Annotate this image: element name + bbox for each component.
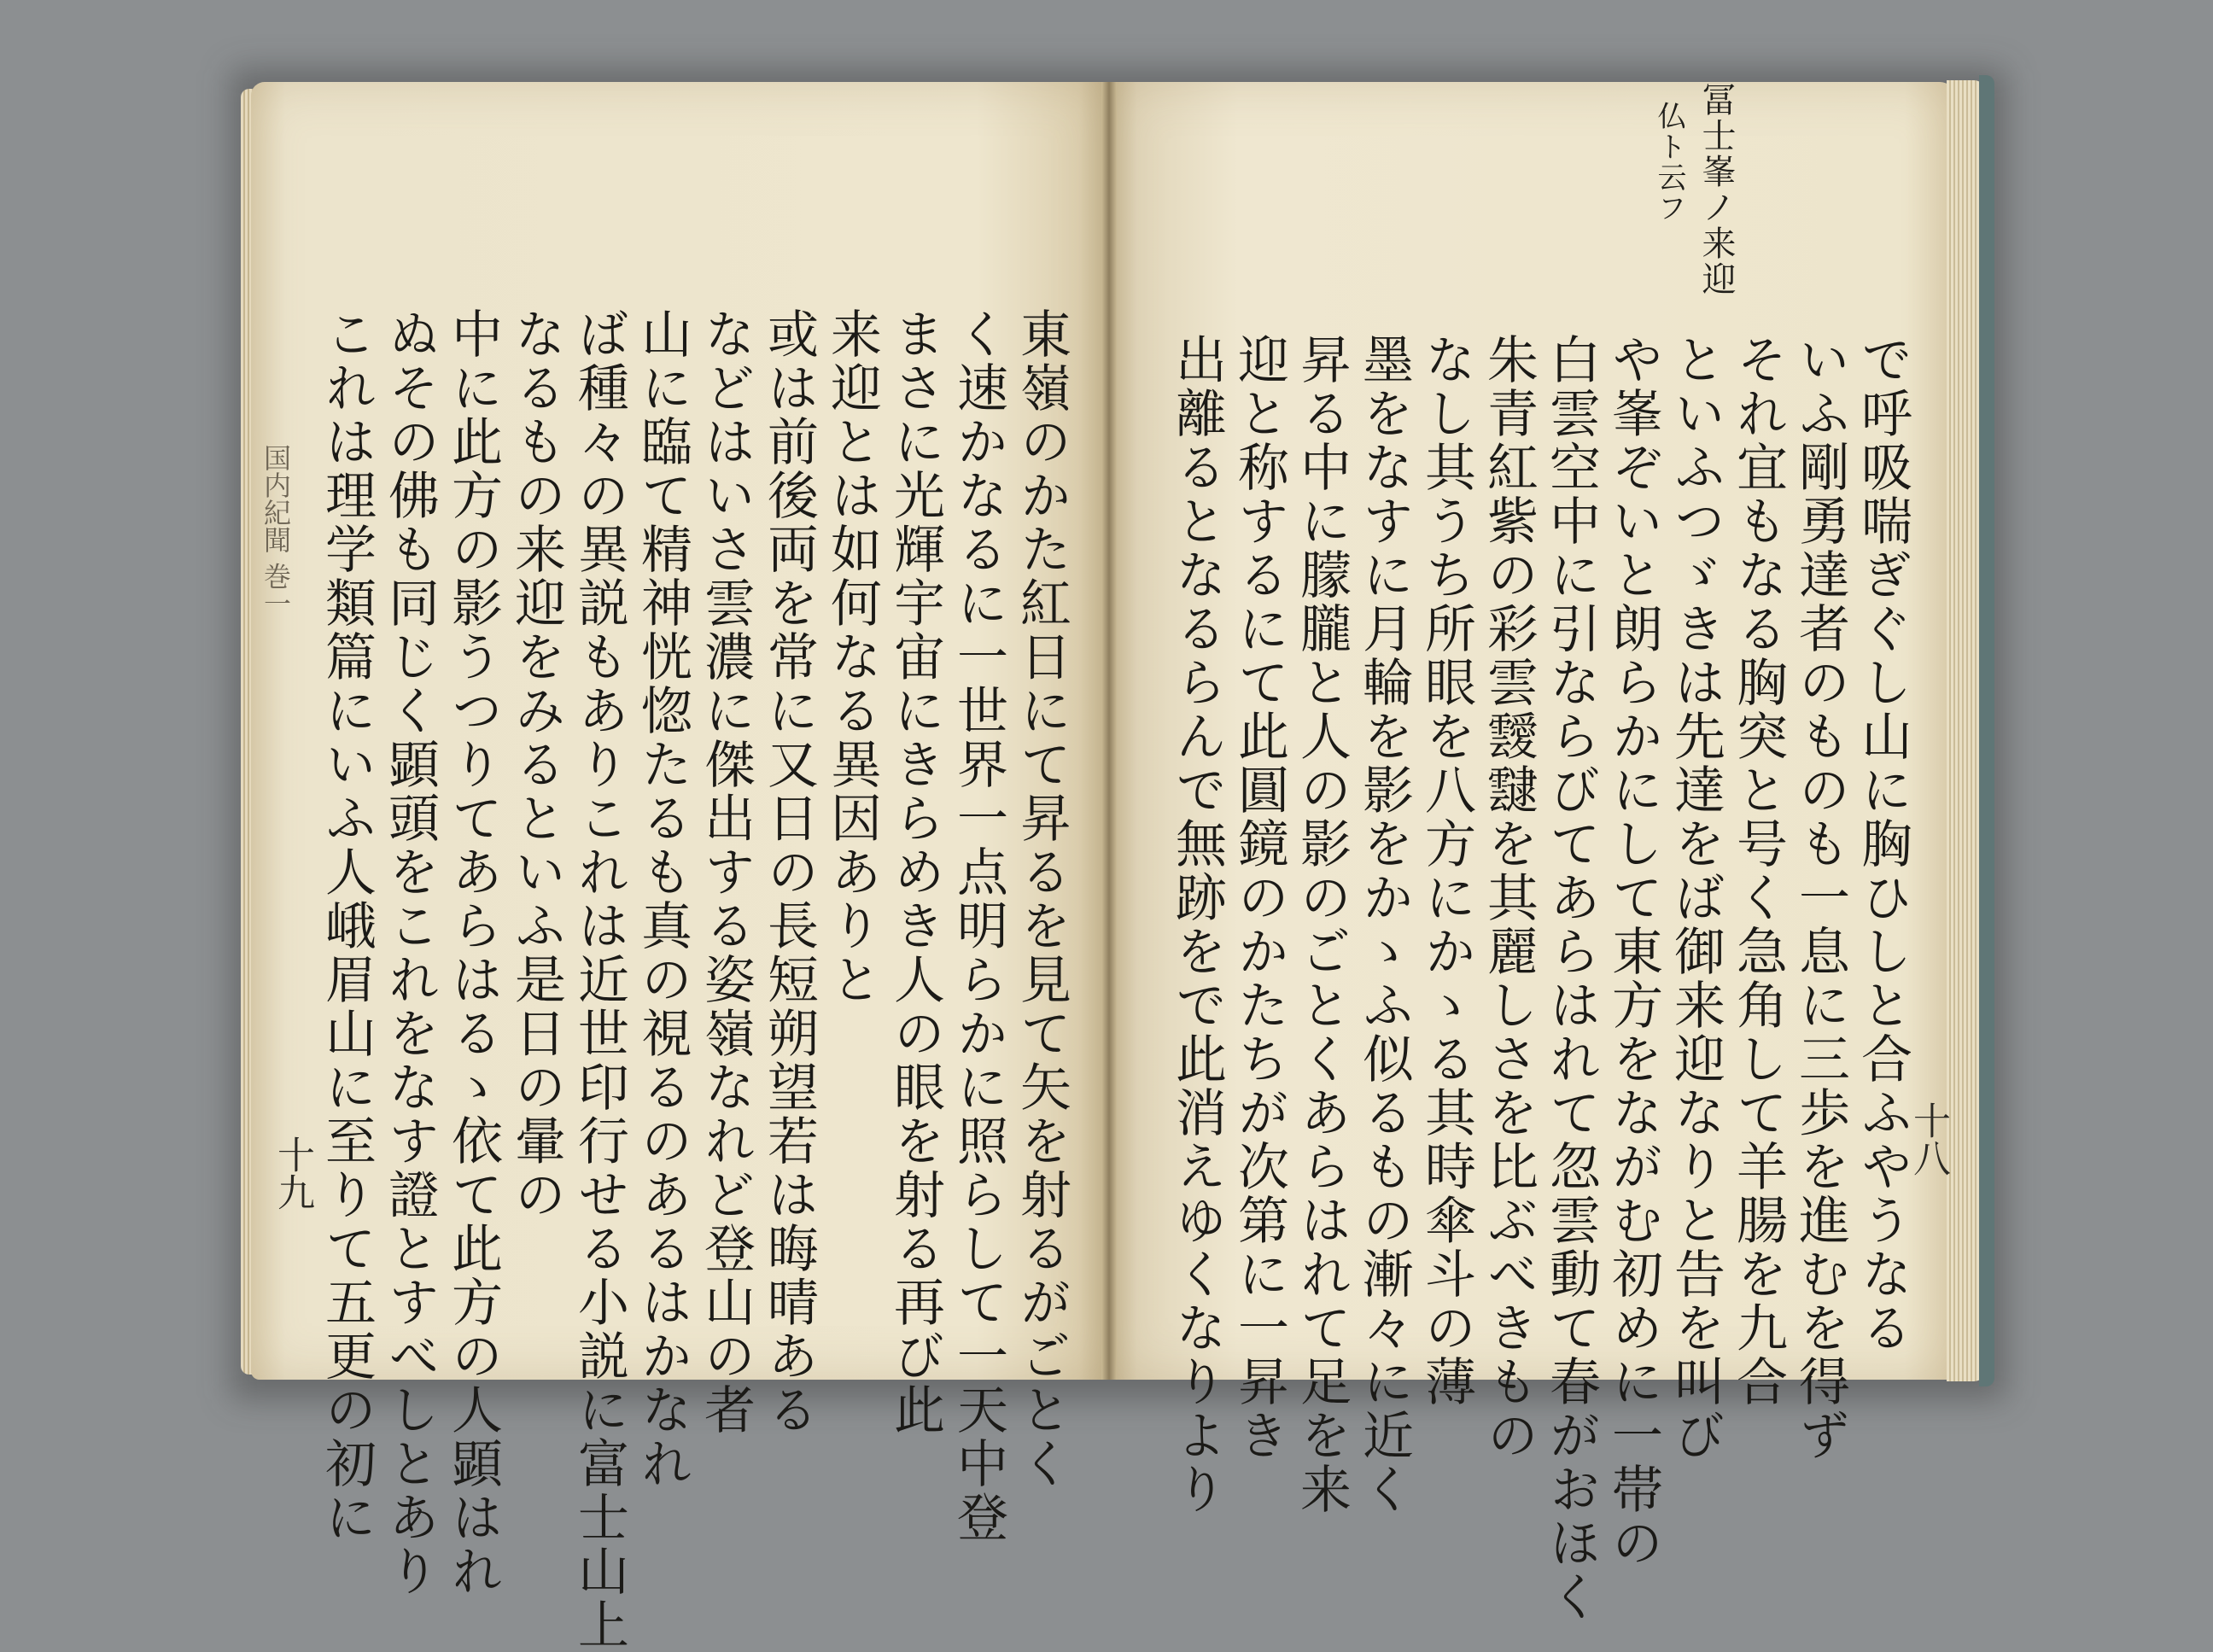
text-column: まさに光輝宇宙にきらめき人の眼を射る再び此: [885, 307, 945, 1437]
text-column: 出離るとなるらんで無跡をで此消えゆくなりより: [1167, 333, 1227, 1516]
header-note-title: 冨士峯ノ来迎: [1696, 82, 1736, 297]
text-column: 或は前後両を常に又日の長短朔望若は晦晴ある: [759, 307, 819, 1437]
header-note-sub: 仏ト云フ: [1652, 101, 1686, 224]
right-folio-number: 十八: [1906, 1101, 1950, 1176]
book-cover-edge: [1979, 75, 1994, 1386]
text-column: 山に臨て精神恍惚たるも真の視るのあるはかなれ: [633, 307, 692, 1491]
text-column: や峯ぞいと朗らかにして東方をながむ初めに一帯の: [1603, 333, 1663, 1570]
text-column: なるもの来迎をみるといふ是日の暈の: [506, 307, 566, 1222]
text-column: 白雲空中に引ならびてあらはれて忽雲動て春がおほく: [1541, 333, 1601, 1624]
left-folio-number: 十九: [271, 1135, 314, 1211]
text-column: 中に此方の影うつりてあらはるゝ依て此方の人顕はれ: [443, 307, 503, 1598]
text-column: といふつゞきは先達をば御来迎なりと告を叫び: [1666, 333, 1725, 1462]
text-column: 朱青紅紫の彩雲靉靆を其麗しさを比ぶべきもの: [1479, 333, 1539, 1462]
text-column: などはいさ雲濃に傑出する姿嶺なれど登山の者: [696, 307, 756, 1437]
text-column: 迎と称するにて此圓鏡のかたちが次第に一昇き: [1229, 333, 1289, 1462]
text-column: なし其うち所眼を八方にかゝる其時傘斗の薄: [1416, 333, 1476, 1409]
text-column: ぬその佛も同じく顕頭をこれをなす證とすべしとあり: [380, 307, 440, 1598]
left-folio-label: 国内紀聞 巻一: [260, 444, 292, 617]
text-column: ば種々の異説もありこれは近世印行せる小説に富士山上: [569, 307, 629, 1652]
text-column: 来迎とは如何なる異因ありと: [822, 307, 882, 1007]
text-column: 昇る中に朦朧と人の影のごとくあらはれて足を来: [1292, 333, 1352, 1516]
text-column: で呼吸喘ぎぐし山に胸ひしと合ふやうなる: [1853, 333, 1912, 1355]
book-gutter: [1101, 82, 1117, 1380]
text-column: く速かなるに一世界一点明らかに照らして一天中登: [949, 307, 1008, 1544]
text-column: それ宜もなる胸突と号く急角して羊腸を九合: [1728, 333, 1788, 1409]
text-column: 東嶺のかた紅日にて昇るを見て矢を射るがごとく: [1012, 307, 1071, 1491]
text-column: いふ剛勇達者のものも一息に三歩を進むを得ず: [1790, 333, 1850, 1462]
text-column: 墨をなすに月輪を影をかゝふ似るもの漸々に近く: [1354, 333, 1414, 1516]
text-column: これは理学類篇にいふ人峨眉山に至りて五更の初に: [317, 307, 377, 1544]
